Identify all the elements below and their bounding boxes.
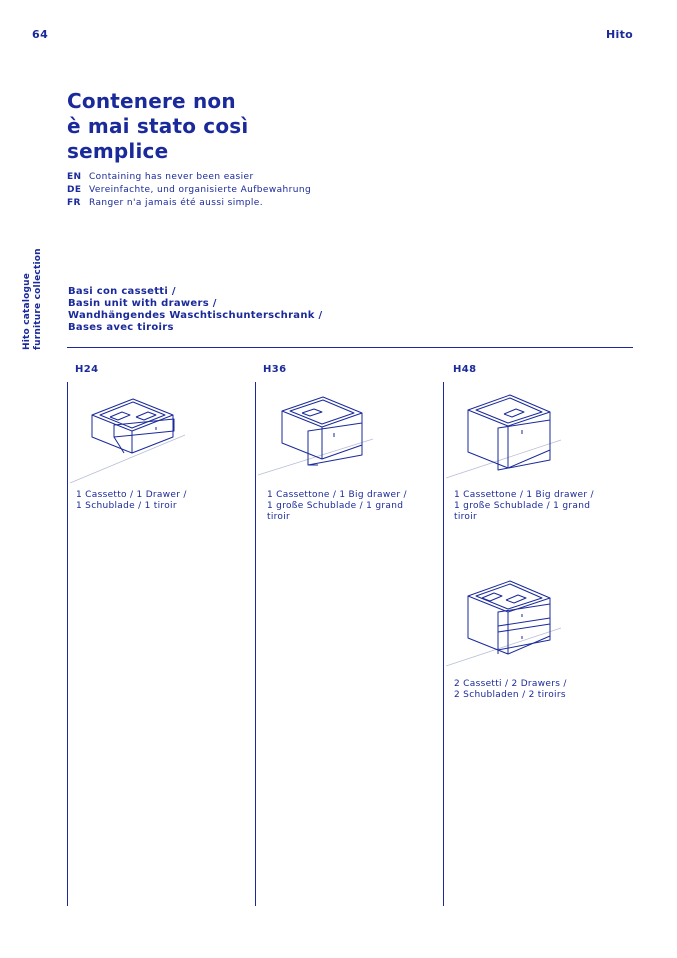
translation-de — [67, 184, 311, 197]
page-title-line: semplice — [67, 139, 169, 163]
page-title-line: è mai stato così — [67, 114, 249, 138]
product-description-line: 1 große Schublade / 1 grand — [454, 501, 591, 511]
basin-unit-h48-2-drawers-icon — [446, 578, 566, 673]
basin-unit-h48-1-big-drawer-icon — [446, 392, 566, 487]
product-description-line: 1 Cassetto / 1 Drawer / — [76, 490, 187, 500]
translation-text: Vereinfachte, und organisierte Aufbewahrung — [89, 185, 312, 195]
product-description — [454, 490, 609, 523]
basin-unit-h36-1-big-drawer-icon — [258, 393, 378, 488]
language-code: DE — [67, 185, 82, 195]
product-description-line: 2 Cassetti / 2 Drawers / — [454, 679, 567, 689]
language-code: EN — [67, 172, 82, 182]
section-heading — [68, 286, 322, 334]
product-description-line: 1 Cassettone / 1 Big drawer / — [267, 490, 407, 500]
page-number: 64 — [32, 28, 49, 41]
side-label-line: furniture collection — [33, 248, 43, 350]
product-description-line: 2 Schubladen / 2 tiroirs — [454, 690, 566, 700]
column-divider — [255, 382, 256, 906]
language-code: FR — [67, 198, 81, 208]
column-divider — [67, 382, 68, 906]
translation-en — [67, 171, 311, 184]
product-description-line: tiroir — [454, 512, 478, 522]
product-description — [76, 490, 231, 512]
brand-name: Hito — [606, 28, 633, 41]
side-label-line: Hito catalogue — [22, 272, 32, 350]
section-heading-line: Basi con cassetti / — [68, 286, 176, 297]
basin-unit-h24-1-drawer-icon — [70, 395, 190, 490]
product-description-line: tiroir — [267, 512, 291, 522]
section-heading-line: Basin unit with drawers / — [68, 298, 217, 309]
column-heading-h36: H36 — [263, 364, 287, 375]
product-description-line: 1 große Schublade / 1 grand — [267, 501, 404, 511]
translation-text: Containing has never been easier — [89, 172, 254, 182]
page-title-line: Contenere non — [67, 89, 236, 113]
product-description — [267, 490, 422, 523]
section-divider — [67, 347, 633, 348]
section-heading-line: Bases avec tiroirs — [68, 322, 174, 333]
product-description-line: 1 Cassettone / 1 Big drawer / — [454, 490, 594, 500]
column-heading-h24: H24 — [75, 364, 99, 375]
column-heading-h48: H48 — [453, 364, 477, 375]
translation-fr — [67, 197, 311, 210]
translation-text: Ranger n'a jamais été aussi simple. — [89, 198, 263, 208]
page-title — [67, 89, 248, 164]
translations — [67, 171, 311, 210]
product-description — [454, 679, 609, 701]
column-divider — [443, 382, 444, 906]
section-heading-line: Wandhängendes Waschtischunterschrank / — [68, 310, 323, 321]
product-description-line: 1 Schublade / 1 tiroir — [76, 501, 177, 511]
side-catalogue-label — [22, 248, 44, 350]
